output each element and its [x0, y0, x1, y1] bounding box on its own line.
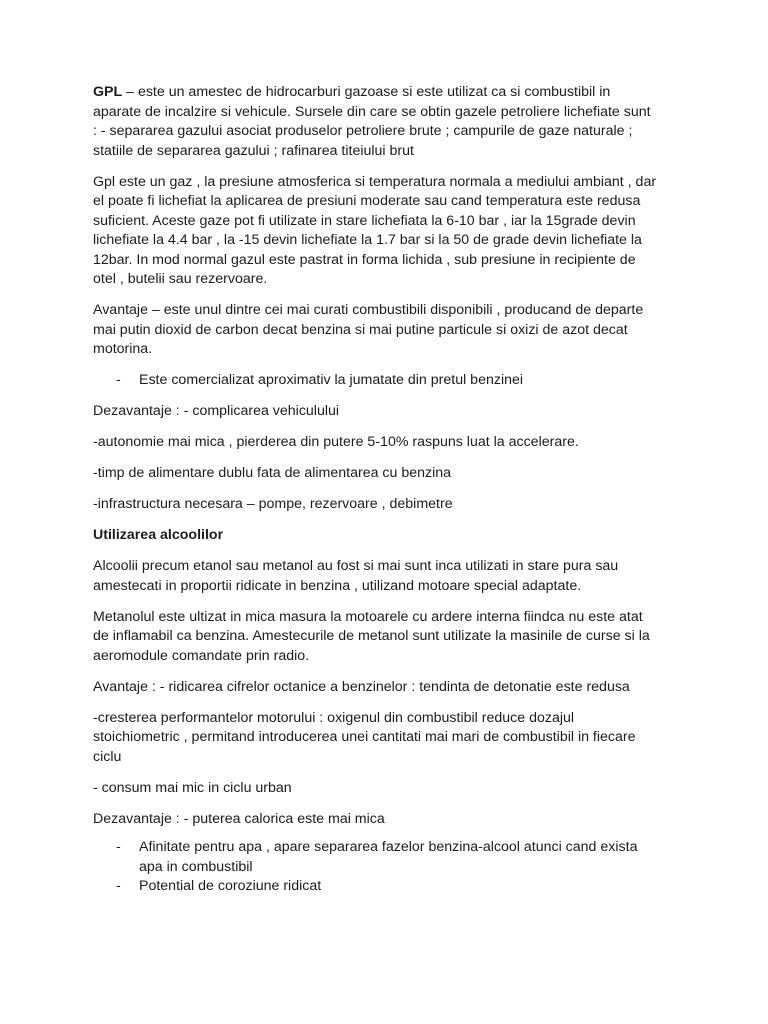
alcohols-disadvantages-list — [93, 838, 658, 897]
gpl-definition-text: – este un amestec de hidrocarburi gazoase si este utilizat ca si combustibil in aparate de incalzire si vehicule. Sursele din care se obtin gazele petroliere lichefiate sunt : - separarea gazului asociat produselor petroliere brute ; campurile de gaze naturale ; statiile de separarea gazului ; rafinarea titeiului brut — [93, 84, 651, 159]
alcohols-disadvantages-intro: Dezavantaje : - puterea calorica este mai mica — [93, 810, 385, 827]
gpl-disadvantage-line: -infrastructura necesara – pompe, rezervoare , debimetre — [93, 496, 453, 512]
gpl-advantages-list — [93, 371, 658, 391]
list-item: - Afinitate pentru apa , apare separarea fazelor benzina-alcool atunci cand exista apa in combustibil — [93, 838, 658, 877]
alcohols-intro-paragraph: Alcoolii precum etanol sau metanol au fost si mai sunt inca utilizati in stare pura sau amestecati in proportii ridicate in benzina , utilizand motoare special adaptate. — [93, 558, 619, 594]
gpl-properties-paragraph: Gpl este un gaz , la presiune atmosferica si temperatura normala a mediului ambiant , dar el poate fi lichefiat la aplicarea de presiuni moderate sau cand temperatura este redusa suficient. Aceste gaze pot fi utilizate in stare lichefiata la 6-10 bar , iar la 15grade devin lichefiate la 4.4 bar , la -15 devin lichefiate la 1.7 bar si la 50 de grade devin lichefiate la 12bar. In mod normal gazul este pastrat in forma lichida , sub presiune in recipiente de otel , butelii sau rezervoare. — [93, 173, 657, 287]
list-item: - Este comercializat aproximativ la jumatate din pretul benzinei — [93, 371, 658, 391]
gpl-term: GPL — [93, 84, 123, 100]
alcohols-advantage-line: -cresterea performantelor motorului : oxigenul din combustibil reduce dozajul stoichiometric , permitand introducerea unei cantitati mai mari de combustibil in fiecare ciclu — [93, 709, 636, 765]
gpl-definition-paragraph — [93, 83, 658, 161]
gpl-disadvantage-line: -autonomie mai mica , pierderea din putere 5-10% raspuns luat la accelerare. — [93, 434, 579, 450]
gpl-advantages-paragraph: Avantaje – este unul dintre cei mai curati combustibili disponibili , producand de departe mai putin dioxid de carbon decat benzina si mai putine particule si oxizi de azot decat motorina. — [93, 302, 644, 357]
gpl-disadvantages-intro: Dezavantaje : - complicarea vehiculului — [93, 403, 340, 419]
gpl-disadvantage-line: -timp de alimentare dublu fata de alimentarea cu benzina — [93, 465, 452, 481]
alcohols-advantage-line: Avantaje : - ridicarea cifrelor octanice a benzinelor : tendinta de detonatie este redusa — [93, 678, 630, 695]
section-heading-alcohols: Utilizarea alcoolilor — [93, 527, 224, 543]
document-page — [93, 83, 658, 897]
alcohols-advantage-line: - consum mai mic in ciclu urban — [93, 779, 292, 796]
list-item: - Potential de coroziune ridicat — [93, 877, 658, 897]
methanol-paragraph: Metanolul este ultizat in mica masura la motoarele cu ardere interna fiindca nu este atat de inflamabil ca benzina. Amestecurile de metanol sunt utilizate la masinile de curse si la aeromodule comandate prin radio. — [93, 608, 650, 664]
